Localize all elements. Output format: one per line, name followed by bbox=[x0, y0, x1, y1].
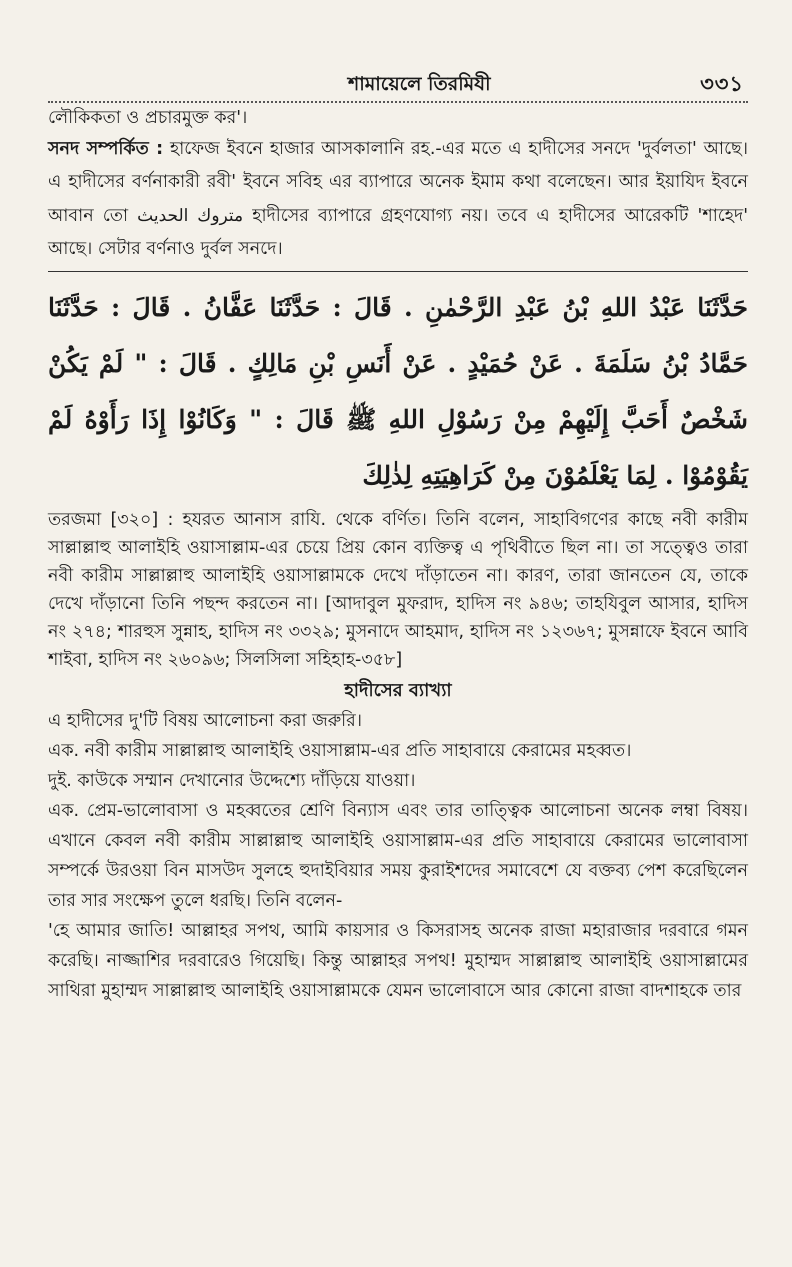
translation-paragraph: তরজমা [৩২০] : হযরত আনাস রাযি. থেকে বর্ণিত। তিনি বলেন, সাহাবিগণের কাছে নবী কারীম সাল্লাল্লাহু আলাইহি ওয়াসাল্লাম-এর চেয়ে প্রিয় কোন ব্যক্তিত্ব এ পৃথিবীতে ছিল না। তা সত্ত্বেও তারা নবী কারীম সাল্লাল্লাহু আলাইহি ওয়াসাল্লামকে দেখে দাঁড়াতেন না। কারণ, তারা জানতেন যে, তাকে দেখে দাঁড়ানো তিনি পছন্দ করতেন না। [আদাবুল মুফরাদ, হাদিস নং ৯৪৬; তাহযিবুল আসার, হাদিস নং ২৭৪; শারহুস সুন্নাহ, হাদিস নং ৩৩২৯; মুসনাদে আহমাদ, হাদিস নং ১২৩৬৭; মুসন্নাফে ইবনে আবি শাইবা, হাদিস নং ২৬০৯৬; সিলসিলা সহিহাহ-৩৫৮] bbox=[48, 509, 748, 670]
intro-line: লৌকিকতা ও প্রচারমুক্ত কর'। bbox=[48, 108, 248, 128]
sanad-paragraph bbox=[48, 133, 748, 267]
explanation-para-5: 'হে আমার জাতি! আল্লাহর সপথ, আমি কায়সার ও কিসরাসহ অনেক রাজা মহারাজার দরবারে গমন করেছি। নাজ্জাশির দরবারেও গিয়েছি। কিন্তু আল্লাহর সপথ! মুহাম্মদ সাল্লাল্লাহু আলাইহি ওয়াসাল্লামের সাথিরা মুহাম্মদ সাল্লাল্লাহু আলাইহি ওয়াসাল্লামকে যেমন ভালোবাসে আর কোনো রাজা বাদশাহকে তার bbox=[48, 920, 748, 1001]
header-dotted-rule bbox=[48, 101, 748, 103]
explanation-para-1: এ হাদীসের দু'টি বিষয় আলোচনা করা জরুরি। bbox=[48, 710, 363, 731]
explanation-para-2: এক. নবী কারীম সাল্লাল্লাহু আলাইহি ওয়াসাল্লাম-এর প্রতি সাহাবায়ে কেরামের মহব্বত। bbox=[48, 740, 632, 761]
sanad-label: সনদ সম্পর্কিত : bbox=[48, 138, 164, 159]
sanad-arabic-term: متروك الحديث bbox=[137, 205, 244, 226]
sanad-text-a: হাফেজ ইবনে হাজার আসকালানি রহ.-এর মতে এ হাদীসের সনদে 'দুর্বলতা' আছে। এ হাদীসের বর্ণনাকারী রবী' ইবনে সবিহ এর ব্যাপারে অনেক ইমাম কথা বলেছেন। আর ইয়াযিদ ইবনে আবান তো bbox=[48, 138, 748, 226]
explanation-para-3: দুই. কাউকে সম্মান দেখানোর উদ্দেশ্যে দাঁড়িয়ে যাওয়া। bbox=[48, 770, 416, 791]
explanation-section bbox=[48, 706, 748, 1006]
intro-section bbox=[48, 104, 748, 267]
running-title: শামায়েলে তিরমিযী bbox=[348, 73, 491, 95]
explanation-para-4: এক. প্রেম-ভালোবাসা ও মহব্বতের শ্রেণি বিন্যাস এবং তার তাত্ত্বিক আলোচনা অনেক লম্বা বিষয়। এখানে কেবল নবী কারীম সাল্লাল্লাহু আলাইহি ওয়াসাল্লাম-এর প্রতি সাহাবায়ে কেরামের ভালোবাসা সম্পর্কে উরওয়া বিন মাসউদ সুলহে হুদাইবিয়ার সময় কুরাইশদের সমাবেশে যে বক্তব্য পেশ করেছিলেন তার সার সংক্ষেপ তুলে ধরছি। তিনি বলেন- bbox=[48, 800, 748, 911]
section-divider bbox=[48, 271, 748, 272]
page-number: ৩৩১ bbox=[700, 72, 744, 96]
explanation-heading: হাদীসের ব্যাখ্যা bbox=[344, 679, 452, 701]
arabic-hadith-text: حَدَّثَنَا عَبْدُ اللهِ بْنُ عَبْدِ الرَّحْمٰنِ . قَالَ : حَدَّثَنَا عَفَّانُ . قَالَ : حَدَّثَنَا حَمَّادُ بْنُ سَلَمَةَ . عَنْ حُمَيْدٍ . عَنْ أَنَسِ بْنِ مَالِكٍ . قَالَ : " لَمْ يَكُنْ شَخْصٌ أَحَبَّ إِلَيْهِمْ مِنْ رَسُوْلِ اللهِ ﷺ قَالَ : " وَكَانُوْا إِذَا رَأَوْهُ لَمْ يَقُوْمُوْا . لِمَا يَعْلَمُوْنَ مِنْ كَرَاهِيَتِهِ لِذٰلِكَ bbox=[48, 292, 748, 490]
translation-section bbox=[48, 506, 748, 674]
sanad-text-b: হাদীসের ব্যাপারে গ্রহণযোগ্য নয়। তবে এ হাদীসের আরেকটি 'শাহেদ' আছে। সেটার বর্ণনাও দুর্বল সনদে। bbox=[48, 205, 748, 259]
page-header bbox=[48, 0, 748, 104]
